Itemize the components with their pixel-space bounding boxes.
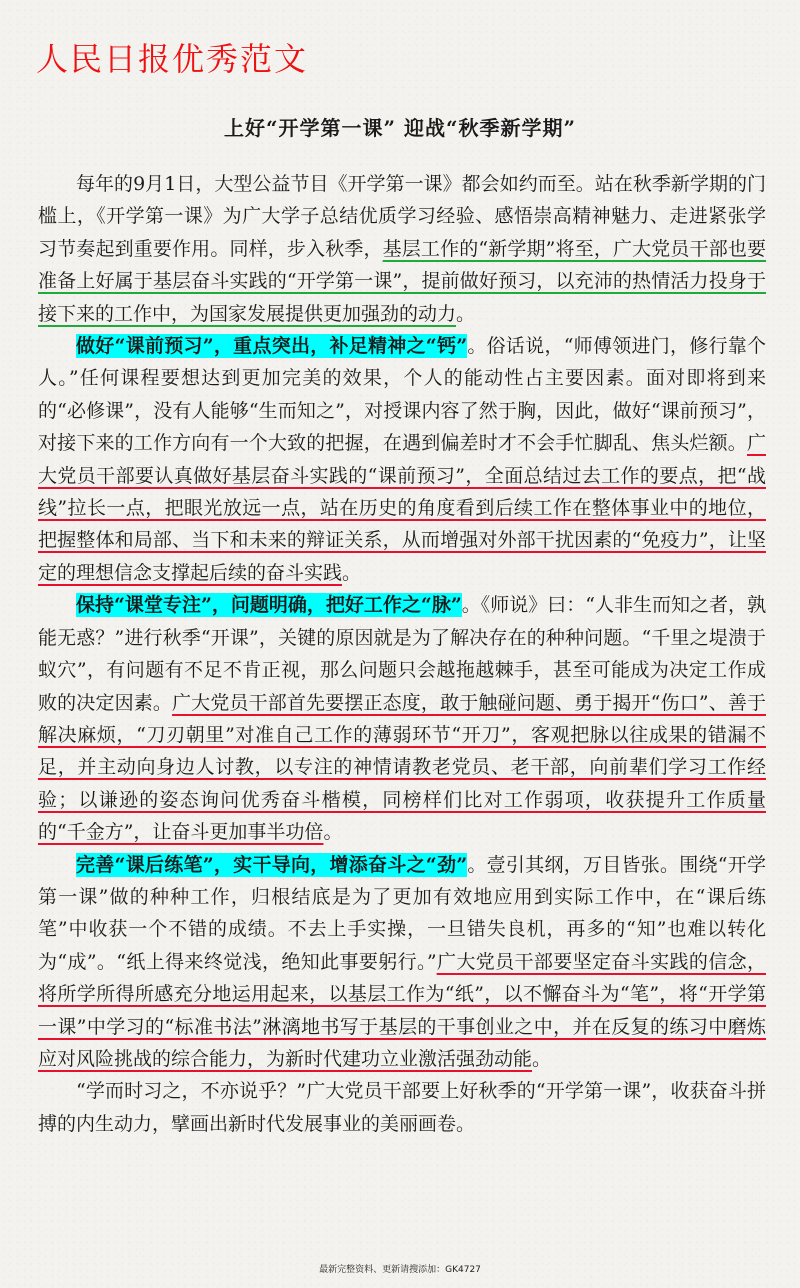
paragraph-text: 。《师说》曰：“人非生而知之者，孰能无惑？”进行秋季“开课”，关键的原因就是为了解决存在的种种问题。“千里之堤溃于蚁穴”，有问题有不足不肯正视，那么问题只会越拖越棘手，甚至可能成为决定工作成败的决定因素。 xyxy=(38,594,767,714)
paragraph-end: 。 xyxy=(323,821,343,844)
paragraph-conclusion xyxy=(38,1075,766,1140)
paragraph-text: 。壹引其纲，万目皆张。围绕“开学第一课”做的种种工作，归根结底是为了更加有效地应用到实际工作中，在“课后练笔”中收获一个不错的成绩。不去上手实操，一旦错失良机，再多的“知”也难以转化为“成”。“纸上得来终觉浅，绝知此事要躬行。” xyxy=(38,853,767,973)
section-heading-highlight: 做好“课前预习”，重点突出，补足精神之“钙” xyxy=(76,335,468,358)
underlined-key-sentence: 广大党员干部要认真做好基层奋斗实践的“课前预习”，全面总结过去工作的要点，把“战线”拉长一点，把眼光放远一点，站在历史的角度看到后续工作在整体事业中的地位，把握整体和局部、当下和未来的辩证关系，从而增强对外部干扰因素的“免疫力”，让坚定的理想信念支撑起后续的奋斗实践 xyxy=(38,432,766,584)
article-body xyxy=(38,168,766,1140)
paragraph-intro xyxy=(38,168,766,330)
section-heading-highlight: 完善“课后练笔”，实干导向，增添奋斗之“劲” xyxy=(76,853,468,876)
brand-heading: 人民日报优秀范文 xyxy=(36,40,309,78)
footer-note: 最新完整资料、更新请搜添加：GK4727 xyxy=(319,1265,481,1275)
paragraph-text: 。俗话说，“师傅领进门，修行靠个人。”任何课程要想达到更加完美的效果，个人的能动性占主要因素。面对即将到来的“必修课”，没有人能够“生而知之”，对授课内容了然于胸，因此，做好“课前预习”，对接下来的工作方向有一个大致的把握，在遇到偏差时才不会手忙脚乱、焦头烂额。 xyxy=(38,335,767,455)
section-heading-highlight: 保持“课堂专注”，问题明确，把好工作之“脉” xyxy=(76,594,462,617)
paragraph-text: 每年的9月1日，大型公益节目《开学第一课》都会如约而至。站在秋季新学期的门槛上，《开学第一课》为广大学子总结优质学习经验、感悟崇高精神魅力、走进紧张学习节奏起到重要作用。同样，步入秋季， xyxy=(38,173,766,260)
paragraph-practice xyxy=(38,849,766,1076)
underlined-key-sentence: 广大党员干部要坚定奋斗实践的信念，将所学所得所感充分地运用起来，以基层工作为“纸”，以不懈奋斗为“笔”，将“开学第一课”中学习的“标准书法”淋漓地书写于基层的干事创业之中，并在反复的练习中磨炼应对风险挑战的综合能力，为新时代建功立业激活强劲动能 xyxy=(38,950,766,1070)
article-title: 上好“开学第一课” 迎战“秋季新学期” xyxy=(224,116,576,140)
paragraph-end: 。 xyxy=(456,302,476,325)
underlined-key-sentence: 基层工作的“新学期”将至，广大党员干部也要准备上好属于基层奋斗实践的“开学第一课”，提前做好预习，以充沛的热情活力投身于接下来的工作中，为国家发展提供更加强劲的动力 xyxy=(38,237,766,325)
underlined-key-sentence: 广大党员干部首先要摆正态度，敢于触碰问题、勇于揭开“伤口”、善于解决麻烦，“刀刃朝里”对准自己工作的薄弱环节“开刀”，客观把脉以往成果的错漏不足，并主动向身边人讨教，以专注的神情请教老党员、老干部，向前辈们学习工作经验；以谦逊的姿态询问优秀奋斗楷模，同榜样们比对工作弱项，收获提升工作质量的“千金方”，让奋斗更加事半功倍 xyxy=(38,691,766,844)
paragraph-preview xyxy=(38,330,766,589)
paragraph-text: “学而时习之，不亦说乎？”广大党员干部要上好秋季的“开学第一课”，收获奋斗拼搏的内生动力，擘画出新时代发展事业的美丽画卷。 xyxy=(38,1080,766,1135)
paragraph-end: 。 xyxy=(532,1047,552,1070)
paragraph-end: 。 xyxy=(342,561,362,584)
paragraph-focus xyxy=(38,589,766,848)
